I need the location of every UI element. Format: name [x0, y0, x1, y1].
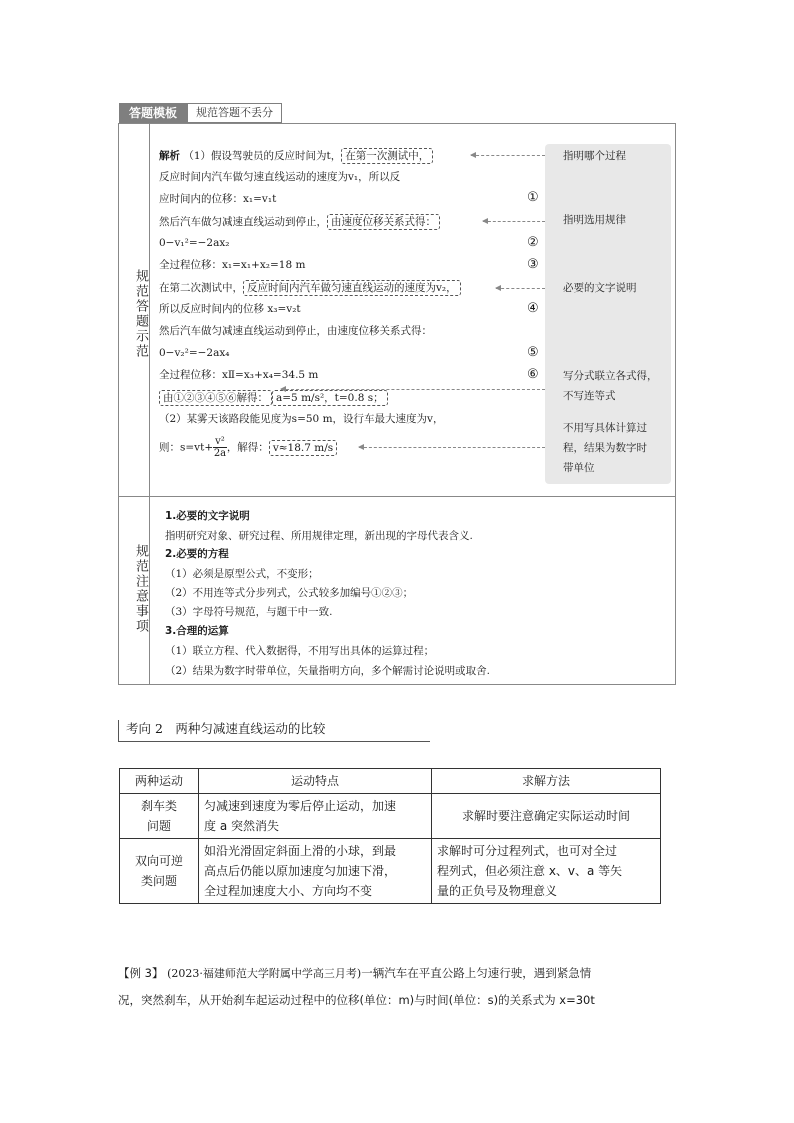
- arrow-text: [496, 288, 545, 289]
- caution-text-3b: （2）结果为数字时带单位，矢量指明方向，多个解需讨论说明或取舍.: [165, 665, 491, 677]
- side-label-cautions: 规范注意事项: [133, 544, 148, 634]
- boxed-result-2: v≈18.7 m/s: [269, 440, 337, 456]
- demo-line-13: （2）某雾天该路段能见度为s=50 m，设行车最大速度为v，: [159, 413, 444, 425]
- demo-line-4: 然后汽车做匀减速直线运动到停止， 由速度位移关系式得：: [159, 214, 440, 230]
- note-text: 必要的文字说明: [563, 282, 637, 294]
- demo-line-9: 然后汽车做匀减速直线运动到停止，由速度位移关系式得：: [159, 325, 432, 337]
- template-tag: 答题模板: [119, 103, 187, 123]
- arrow-calc: [359, 447, 545, 448]
- caution-text-1: 指明研究对象、研究过程、所用规律定理，新出现的字母代表含义.: [165, 530, 473, 542]
- caution-text-2c: （3）字母符号规范，与题干中一致.: [165, 606, 333, 618]
- demo-line-1: 解析 （1）假设驾驶员的反应时间为t， 在第一次测试中，: [159, 148, 433, 164]
- section-title: 考向 2 两种匀减速直线运动的比较: [126, 721, 326, 736]
- arrow-process: [471, 155, 545, 156]
- eq-number-2: ②: [527, 235, 539, 250]
- note-fraction-a: 写分式联立各式得，: [563, 370, 658, 382]
- table-cell-feature: 匀减速到速度为零后停止运动，加速 度 a 突然消失: [199, 794, 432, 839]
- demo-line-6: 全过程位移：x₁=x₁+x₂=18 m: [159, 259, 306, 271]
- boxed-second-test: 反应时间内汽车做匀速直线运动的速度为v₂，: [243, 280, 461, 296]
- arrow-rule: [483, 221, 545, 222]
- example-paragraph: [118, 960, 682, 1013]
- comparison-table: [119, 768, 661, 904]
- caution-heading-2: 2.必要的方程: [165, 548, 229, 560]
- example-source: (2023·福建师范大学附属中学高三月考): [167, 967, 362, 980]
- eq-number-5: ⑤: [527, 345, 539, 360]
- horizontal-divider: [119, 496, 675, 497]
- eq-number-4: ④: [527, 301, 539, 316]
- demo-line-5: 0−v₁²=−2ax₂: [159, 237, 230, 249]
- fraction: $\frac{\text{v²}}{2a}$: [213, 436, 227, 459]
- demo-line-14: 则：s=vt+ $\frac{\text{v²}}{2a}$ ，解得： v≈18.7 m/s: [159, 436, 337, 459]
- demo-line-12: [159, 390, 388, 406]
- eq-number-6: ⑥: [527, 367, 539, 382]
- template-header: [119, 103, 282, 123]
- demo-line-2: 反应时间内汽车做匀速直线运动的速度为v₁，所以反: [159, 171, 401, 183]
- table-cell-method: 求解时可分过程列式，也可对全过 程列式，但必须注意 x、v、a 等矢 量的正负号及物理意义: [432, 839, 661, 904]
- caution-text-2a: （1）必须是原型公式，不变形；: [165, 568, 319, 580]
- template-subtitle: 规范答题不丢分: [187, 103, 282, 123]
- example-label: 【例 3】: [118, 966, 164, 980]
- note-calc-b: 程，结果为数字时: [563, 442, 647, 454]
- template-box: [118, 123, 676, 685]
- boxed-first-test: 在第一次测试中，: [341, 148, 433, 164]
- table-header: 求解方法: [432, 769, 661, 794]
- table-header: 运动特点: [199, 769, 432, 794]
- note-process: 指明哪个过程: [563, 150, 626, 162]
- caution-text-2b: （2）不用连等式分步列式，公式较多加编号①②③；: [165, 587, 414, 599]
- table-cell-name: 双向可逆 类问题: [120, 839, 199, 904]
- arrow-fraction: [281, 389, 545, 390]
- section-heading: [118, 719, 430, 742]
- note-rule: 指明选用规律: [563, 214, 626, 226]
- table-row: [120, 839, 661, 904]
- table-cell-method: 求解时要注意确定实际运动时间: [432, 794, 661, 839]
- caution-heading-1: 1.必要的文字说明: [165, 510, 250, 522]
- table-row: [120, 794, 661, 839]
- note-fraction-b: 不写连等式: [563, 390, 616, 402]
- boxed-rule: 由速度位移关系式得：: [327, 214, 440, 230]
- caution-text-3a: （1）联立方程、代入数据得，不用写出具体的运算过程；: [165, 645, 435, 657]
- table-cell-feature: 如沿光滑固定斜面上滑的小球，到最 高点后仍能以原加速度匀加速下滑， 全过程加速度大小、方向均不变: [199, 839, 432, 904]
- demo-line-10: 0−v₂²=−2ax₄: [159, 347, 230, 359]
- demo-line-3: 应时间内的位移：x₁=v₁t: [159, 193, 277, 205]
- note-calc-a: 不用写具体计算过: [563, 422, 647, 434]
- eq-number-1: ①: [527, 190, 539, 205]
- example-text-1: 一辆汽车在平直公路上匀速行驶，遇到紧急情: [361, 966, 592, 980]
- example-text-2: 况，突然刹车，从开始刹车起运动过程中的位移(单位：m)与时间(单位：s)的关系式为 x=30t: [118, 993, 595, 1007]
- table-header: 两种运动: [120, 769, 199, 794]
- side-label-demo: 规范答题示范: [133, 269, 148, 359]
- table-cell-name: 刹车类 问题: [120, 794, 199, 839]
- boxed-solve: 由①②③④⑤⑥解得：: [159, 390, 272, 406]
- eq-number-3: ③: [527, 257, 539, 272]
- demo-line-11: 全过程位移：xⅡ=x₃+x₄=34.5 m: [159, 369, 319, 381]
- demo-line-7: 在第二次测试中， 反应时间内汽车做匀速直线运动的速度为v₂，: [159, 280, 461, 296]
- demo-line-8: 所以反应时间内的位移 x₃=v₂t: [159, 303, 301, 315]
- vertical-divider: [149, 124, 150, 684]
- boxed-result-1: a=5 m/s²，t=0.8 s；: [272, 390, 388, 406]
- caution-heading-3: 3.合理的运算: [165, 625, 229, 637]
- note-calc-c: 带单位: [563, 462, 595, 474]
- table-header-row: [120, 769, 661, 794]
